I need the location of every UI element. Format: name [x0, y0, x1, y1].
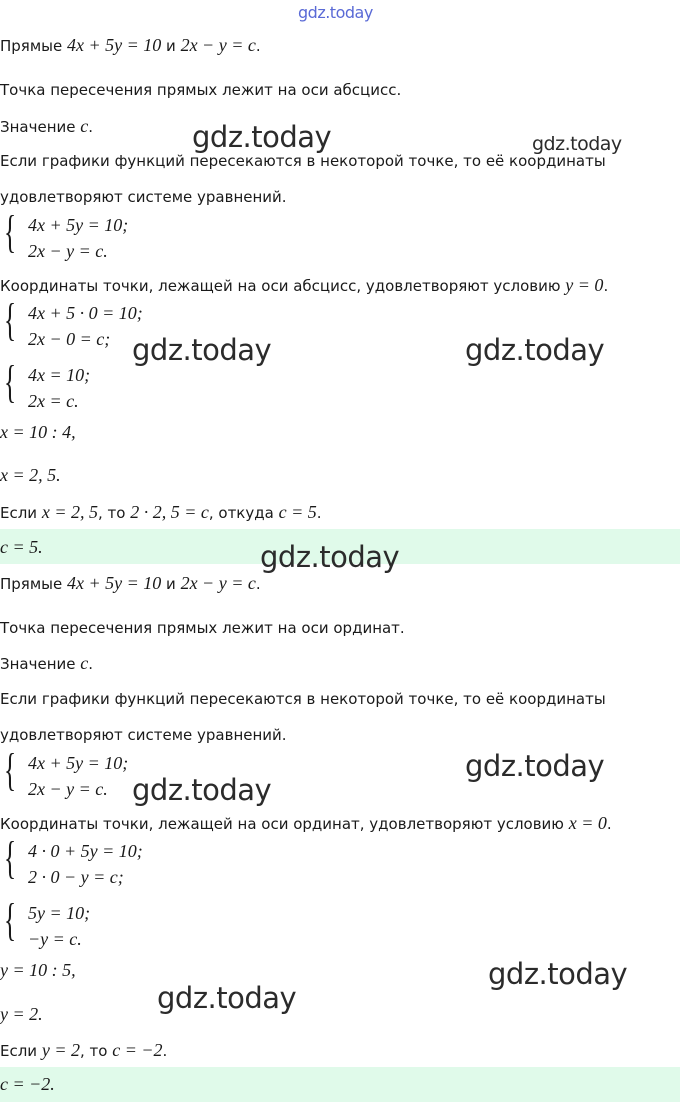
p2-line-value: Значение c.: [0, 653, 94, 673]
p2-system-1: { 4x + 5y = 10; 2x − y = c.: [4, 744, 129, 799]
p2-line-if-graphs: Если графики функций пересекаются в некоторой точке, то её координаты: [0, 690, 606, 708]
p1-answer: c = 5.: [0, 537, 43, 557]
p2-line-satisfy: удовлетворяют системе уравнений.: [0, 726, 287, 744]
p1-system-1: { 4x + 5y = 10; 2x − y = c.: [4, 206, 129, 261]
p1-line-if-x: Если x = 2, 5, то 2 · 2, 5 = c, откуда c = 5.: [0, 502, 322, 522]
p2-answer: c = −2.: [0, 1074, 55, 1094]
watermark: gdz.today: [260, 540, 400, 574]
watermark: gdz.today: [157, 981, 297, 1015]
watermark: gdz.today: [488, 957, 628, 991]
p2-system-3: { 5y = 10; −y = c.: [4, 894, 91, 949]
brace: {: [4, 894, 17, 945]
p2-line-y-div: y = 10 : 5,: [0, 960, 76, 980]
watermark: gdz.today: [132, 773, 272, 807]
brace: {: [4, 832, 17, 883]
p1-system-2: { 4x + 5 · 0 = 10; 2x − 0 = c;: [4, 294, 143, 349]
answer-highlight-2: [0, 1067, 680, 1102]
p2-line-lines: Прямые 4x + 5y = 10 и 2x − y = c.: [0, 573, 261, 593]
watermark-top: gdz.today: [298, 3, 373, 22]
watermark: gdz.today: [465, 749, 605, 783]
p1-line-x-val: x = 2, 5.: [0, 465, 61, 485]
p2-line-y-val: y = 2.: [0, 1004, 43, 1024]
p2-line-coords: Координаты точки, лежащей на оси ординат, удовлетворяют условию x = 0.: [0, 813, 612, 833]
p1-system-3: { 4x = 10; 2x = c.: [4, 356, 91, 411]
watermark: gdz.today: [465, 333, 605, 367]
watermark-small: gdz.today: [532, 133, 622, 155]
p2-line-intersection: Точка пересечения прямых лежит на оси ординат.: [0, 619, 405, 637]
p2-system-2: { 4 · 0 + 5y = 10; 2 · 0 − y = c;: [4, 832, 143, 887]
p1-line-x-div: x = 10 : 4,: [0, 422, 76, 442]
p1-line-value: Значение c.: [0, 116, 94, 136]
p1-line-intersection: Точка пересечения прямых лежит на оси абсцисс.: [0, 81, 402, 99]
p1-line-lines: Прямые 4x + 5y = 10 и 2x − y = c.: [0, 35, 261, 55]
brace: {: [4, 356, 17, 407]
p1-line-if-graphs: Если графики функций пересекаются в некоторой точке, то её координаты: [0, 152, 606, 170]
watermark: gdz.today: [132, 333, 272, 367]
brace: {: [4, 206, 17, 257]
p1-line-coords: Координаты точки, лежащей на оси абсцисс, удовлетворяют условию y = 0.: [0, 275, 609, 295]
brace: {: [4, 744, 17, 795]
brace: {: [4, 294, 17, 345]
watermark: gdz.today: [192, 120, 332, 154]
p1-line-satisfy: удовлетворяют системе уравнений.: [0, 188, 287, 206]
p2-line-if-y: Если y = 2, то c = −2.: [0, 1040, 168, 1060]
